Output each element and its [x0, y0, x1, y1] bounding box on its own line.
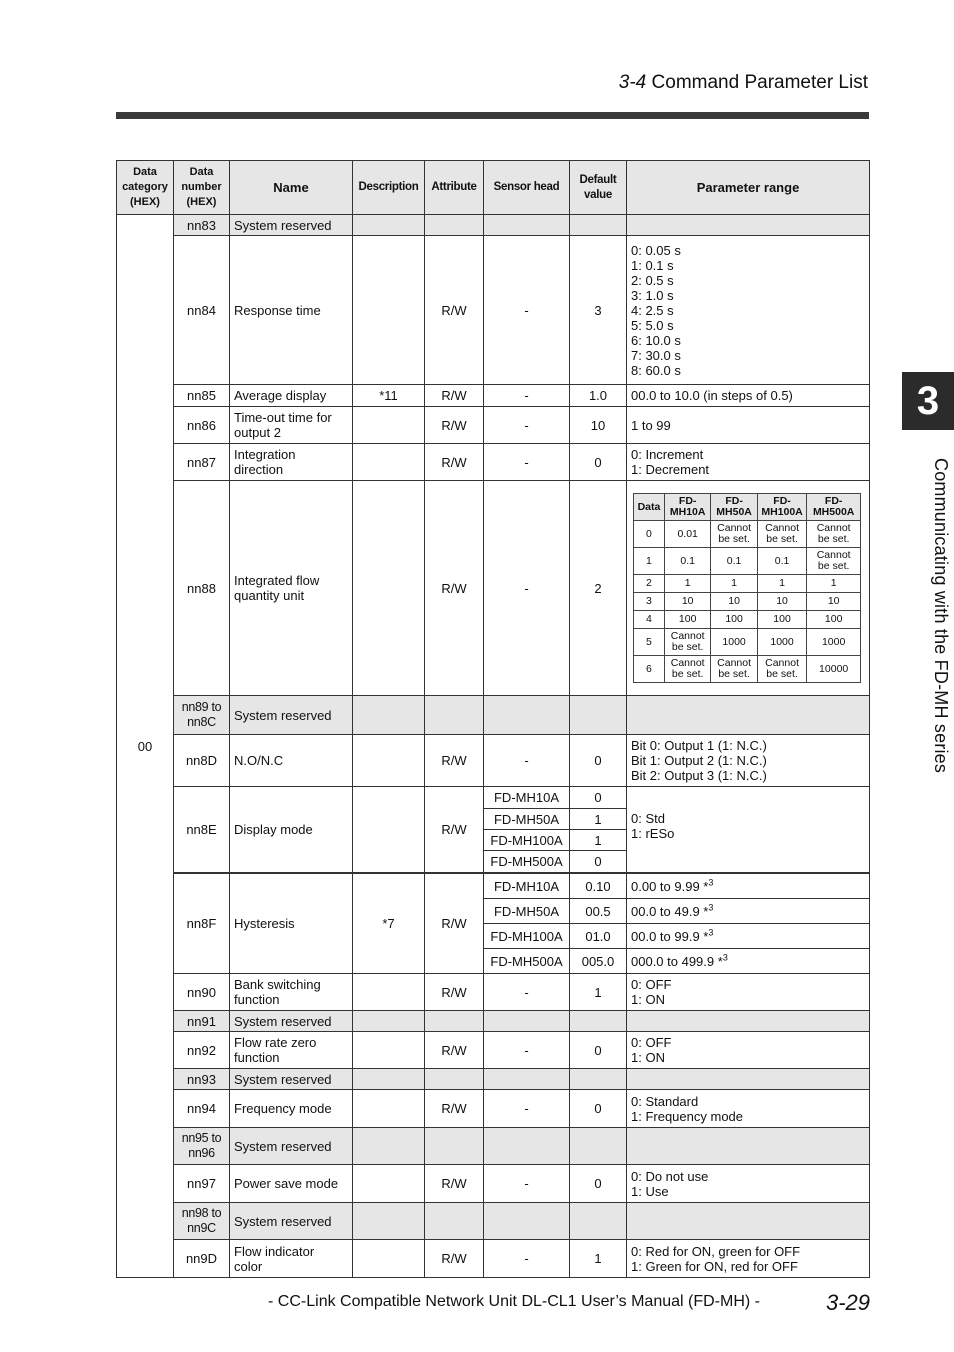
table-row: FD-MH100A 1	[117, 830, 870, 851]
unit-table-row	[634, 548, 861, 575]
table-row: FD-MH500A 005.0 000.0 to 499.9 *$^3$	[117, 949, 870, 974]
header-attribute: Attribute	[425, 161, 484, 215]
footer-text: - CC-Link Compatible Network Unit DL-CL1 User’s Manual (FD-MH) -	[268, 1293, 760, 1310]
unit-table-cell: 4	[634, 611, 665, 629]
unit-table-cell: 1000	[807, 629, 861, 656]
unit-table-cell: 0.01	[664, 521, 710, 548]
unit-table-cell: Cannot be set.	[807, 521, 861, 548]
section-title: Command Parameter List	[651, 72, 868, 93]
table-row: nn9D Flow indicator color R/W - 1 0: Red for ON, green for OFF 1: Green for ON, red for OFF	[117, 1240, 870, 1278]
unit-table-cell: 10	[664, 593, 710, 611]
command-parameter-table	[116, 160, 870, 1278]
unit-table-cell: Cannot be set.	[807, 548, 861, 575]
unit-table-cell: 1000	[711, 629, 757, 656]
unit-table-cell: Cannot be set.	[711, 656, 757, 683]
unit-table-cell: 100	[711, 611, 757, 629]
unit-table-cell: 1000	[757, 629, 807, 656]
unit-table-cell	[627, 481, 870, 696]
unit-table-cell: 10	[711, 593, 757, 611]
unit-header-data: Data	[634, 494, 665, 521]
table-row: nn8E Display mode R/W FD-MH10A 0 0: Std 1: rESo	[117, 787, 870, 809]
unit-table-cell: Cannot be set.	[757, 656, 807, 683]
unit-table-cell: Cannot be set.	[757, 521, 807, 548]
unit-table-cell: 1	[664, 575, 710, 593]
unit-table-cell: 100	[757, 611, 807, 629]
range-cell: 0: 0.05 s 1: 0.1 s 2: 0.5 s 3: 1.0 s 4: 2.5 s 5: 5.0 s 6: 10.0 s 7: 30.0 s 8: 60.0 s	[627, 236, 870, 385]
header-number: Data number (HEX)	[174, 161, 230, 215]
page-header	[0, 72, 868, 94]
unit-table-cell: 100	[664, 611, 710, 629]
table-row: FD-MH100A 01.0 00.0 to 99.9 *$^3$	[117, 924, 870, 949]
page-number: 3-29	[825, 1290, 870, 1315]
unit-table-row	[634, 611, 861, 629]
unit-table-cell: 10	[807, 593, 861, 611]
table-row: FD-MH50A 00.5 00.0 to 49.9 *$^3$	[117, 899, 870, 924]
unit-table-cell: 2	[634, 575, 665, 593]
table-row: FD-MH500A 0	[117, 851, 870, 873]
unit-table-row	[634, 656, 861, 683]
unit-table-row	[634, 629, 861, 656]
unit-table-cell: 5	[634, 629, 665, 656]
table-row: nn86 Time-out time for output 2 R/W - 10 1 to 99	[117, 407, 870, 444]
unit-table-cell: 0.1	[757, 548, 807, 575]
unit-header-model: FD- MH500A	[807, 494, 861, 521]
unit-header-model: FD- MH100A	[757, 494, 807, 521]
unit-table-row	[634, 521, 861, 548]
unit-table-cell: Cannot be set.	[664, 656, 710, 683]
unit-table-cell: Cannot be set.	[711, 521, 757, 548]
table-row: nn90 Bank switching function R/W - 1 0: OFF 1: ON	[117, 974, 870, 1011]
unit-table-row	[634, 575, 861, 593]
table-row: nn97 Power save mode R/W - 0 0: Do not use 1: Use	[117, 1165, 870, 1203]
table-row: nn85 Average display *11 R/W - 1.0 00.0 to 10.0 (in steps of 0.5)	[117, 385, 870, 407]
unit-table-cell: 10	[757, 593, 807, 611]
unit-table-cell: 1	[634, 548, 665, 575]
table-row: nn8F Hysteresis *7 R/W FD-MH10A 0.10 0.00 to 9.99 *$^3$	[117, 874, 870, 899]
unit-table-cell: 1	[711, 575, 757, 593]
chapter-tab: 3	[902, 372, 954, 430]
table-row: nn92 Flow rate zero function R/W - 0 0: OFF 1: ON	[117, 1032, 870, 1069]
unit-table-cell: 3	[634, 593, 665, 611]
unit-header-model: FD- MH10A	[664, 494, 710, 521]
category-cell: 00	[117, 215, 174, 1278]
table-row: nn89 to nn8C System reserved	[117, 696, 870, 735]
table-row: FD-MH50A 1	[117, 809, 870, 830]
header-description: Description	[353, 161, 425, 215]
table-row: nn8D N.O/N.C R/W - 0 Bit 0: Output 1 (1: N.C.) Bit 1: Output 2 (1: N.C.) Bit 2: Output 3 (1: N.C.)	[117, 735, 870, 787]
unit-table-cell: 1	[807, 575, 861, 593]
header-range: Parameter range	[627, 161, 870, 215]
unit-table	[633, 493, 861, 683]
header-default: Default value	[570, 161, 627, 215]
table-header-row	[117, 161, 870, 215]
unit-table-cell: 0.1	[711, 548, 757, 575]
unit-table-cell: 0.1	[664, 548, 710, 575]
unit-table-cell: 6	[634, 656, 665, 683]
header-category: Data category (HEX)	[117, 161, 174, 215]
unit-table-cell: Cannot be set.	[664, 629, 710, 656]
table-row: nn88 Integrated flow quantity unit R/W - 2 Data FD- MH10A FD- MH50A FD- MH100A FD- MH500A 0 0.01 Cannot be set. Cannot be set. Cannot be set. 1 0.1 0.1 0.1 Cannot be set. 2 1 1 1 1 3 10 10 10 10 4 100 100 100 100 5 Cannot be set. 1000 1000 1000 6 Cannot be set. Cannot be set. Cannot be set. 10000	[117, 481, 870, 696]
table-row: 00 nn83 System reserved	[117, 215, 870, 236]
table-row: nn93 System reserved	[117, 1069, 870, 1090]
header-rule	[116, 112, 869, 119]
table-row: nn98 to nn9C System reserved	[117, 1203, 870, 1240]
section-number: 3-4	[618, 72, 647, 93]
table-row: nn91 System reserved	[117, 1011, 870, 1032]
unit-table-cell: 0	[634, 521, 665, 548]
table-row: nn84 Response time R/W - 3 0: 0.05 s 1: 0.1 s 2: 0.5 s 3: 1.0 s 4: 2.5 s 5: 5.0 s 6: 10.0 s 7: 30.0 s 8: 60.0 s	[117, 236, 870, 385]
unit-table-row	[634, 593, 861, 611]
unit-table-cell: 1	[757, 575, 807, 593]
chapter-title: Communicating with the FD-MH series	[931, 458, 951, 774]
unit-table-header	[634, 494, 861, 521]
table-row: nn94 Frequency mode R/W - 0 0: Standard 1: Frequency mode	[117, 1090, 870, 1128]
header-sensor-head: Sensor head	[484, 161, 570, 215]
unit-table-cell: 100	[807, 611, 861, 629]
unit-table-cell: 10000	[807, 656, 861, 683]
unit-header-model: FD- MH50A	[711, 494, 757, 521]
table-row: nn95 to nn96 System reserved	[117, 1128, 870, 1165]
header-name: Name	[230, 161, 353, 215]
table-row: nn87 Integration direction R/W - 0 0: Increment 1: Decrement	[117, 444, 870, 481]
